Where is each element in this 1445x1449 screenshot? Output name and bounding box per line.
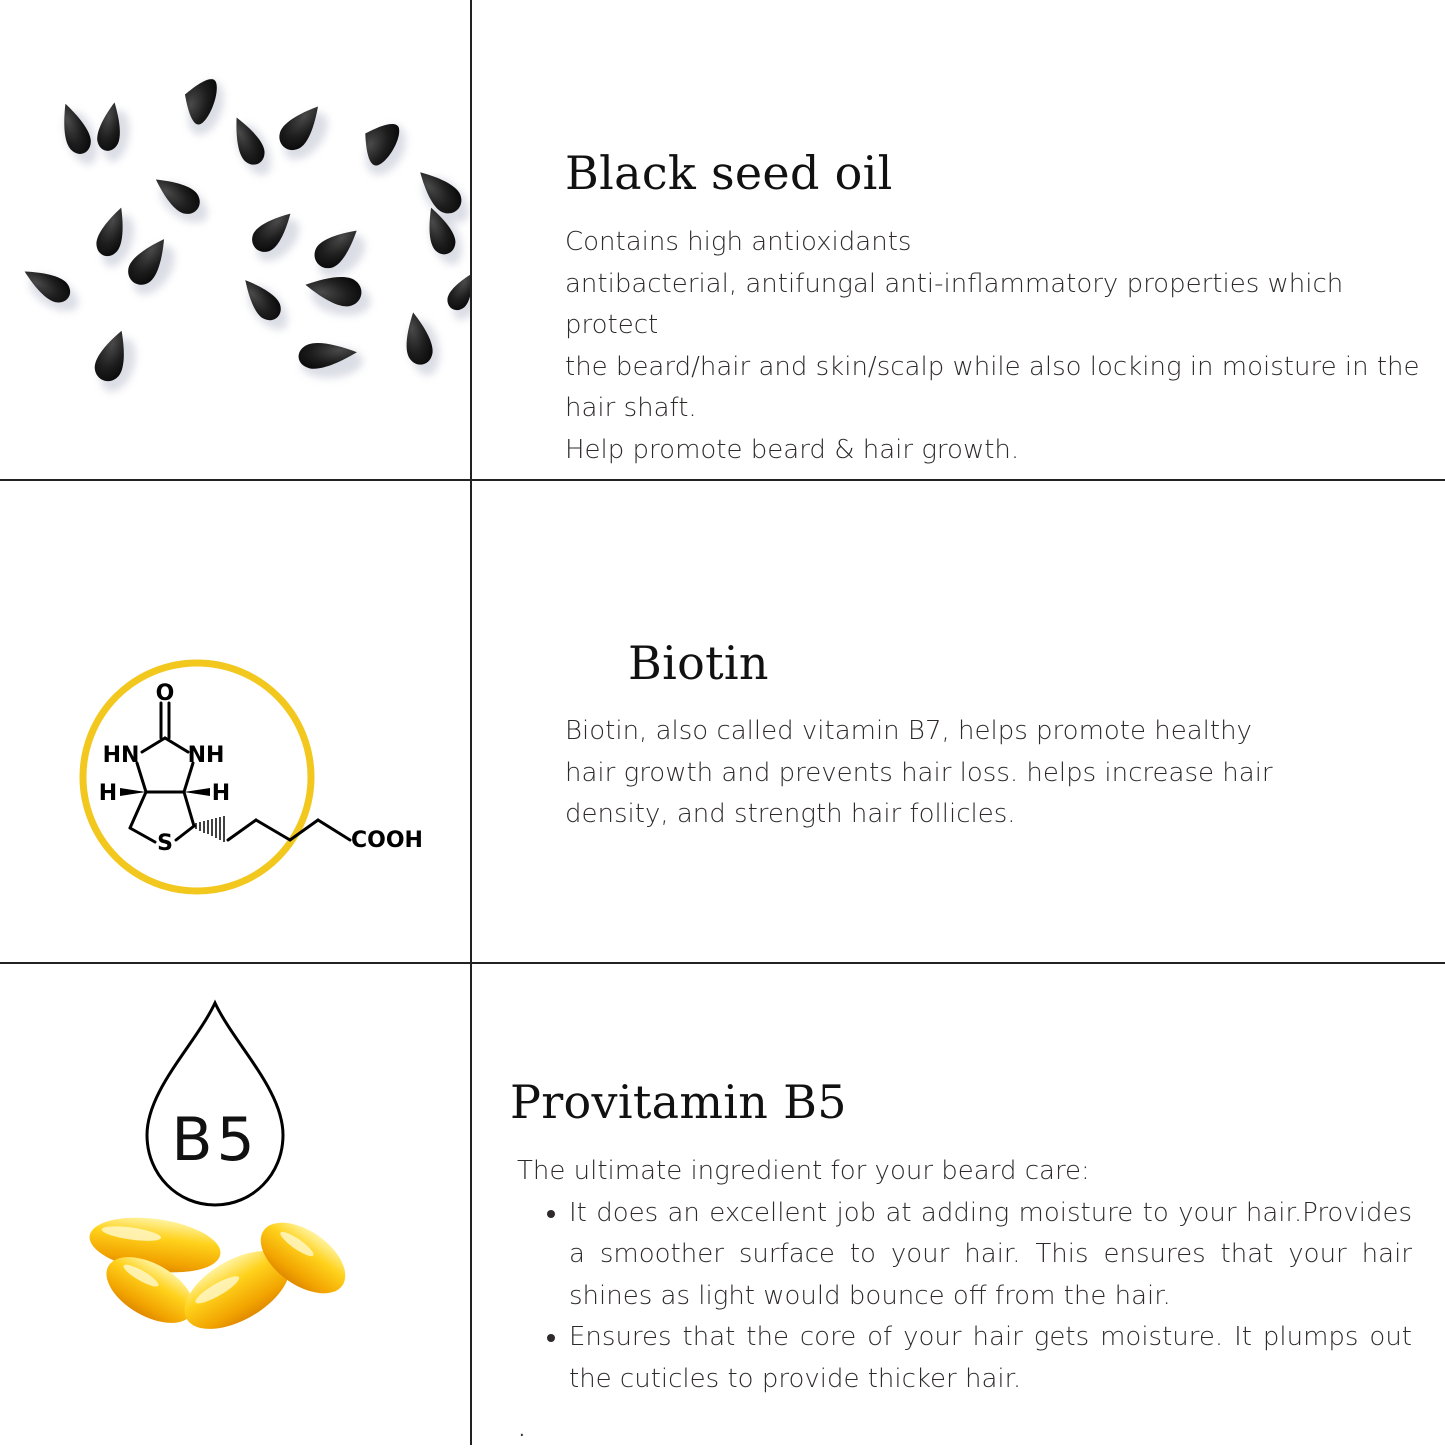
provitamin-b5-image [0,963,470,1445]
capsules [86,1208,358,1345]
h-left-label: H [98,781,118,806]
sulfur-label: S [157,831,173,856]
black-seed-oil-description [565,222,1440,471]
trailing-dot: . [519,1420,525,1441]
description-line: Help promote beard & hair growth. [565,434,1020,465]
nh-label: NH [187,743,225,768]
description-line: Contains high antioxidants [565,227,912,257]
list-item: • Ensures that the core of your hair gets moisture. It plumps out the cuticles to provide thicker hair. [569,1317,1412,1400]
b5-label: B5 [171,1105,259,1175]
description-line: antibacterial, antifungal anti-inflammatory properties which protect [565,268,1344,340]
black-seeds-icon [0,0,470,479]
section-title-black-seed-oil: Black seed oil [565,146,893,200]
section-title-provitamin-b5: Provitamin B5 [510,1075,847,1129]
description-line: density, and strength hair follicles. [565,799,1016,829]
description-line: Biotin, also called vitamin B7, helps promote healthy [565,716,1252,746]
column-divider [470,0,472,1445]
biotin-description [565,711,1440,836]
oxygen-label: O [155,681,175,706]
cooh-label: COOH [351,828,423,853]
yellow-circle [83,663,311,891]
provitamin-b5-description [517,1151,1412,1400]
benefits-list [517,1193,1412,1401]
black-seeds-image [0,0,470,479]
oil-capsules-icon [0,963,470,1445]
intro-text: The ultimate ingredient for your beard care: [517,1156,1090,1186]
description-line: hair shaft. [565,393,697,423]
h-right-label: H [211,781,231,806]
hn-label: HN [102,743,140,768]
description-line: hair growth and prevents hair loss. helps increase hair [565,757,1273,788]
biotin-molecule-image [0,480,470,962]
biotin-molecule-icon [0,480,470,962]
section-title-biotin: Biotin [628,636,769,690]
description-line: the beard/hair and skin/scalp while also locking in moisture in the [565,351,1420,382]
list-item: • It does an excellent job at adding moisture to your hair.Provides a smoother surface to your hair. This ensures that your hair shines as light would bounce off from the hair. [569,1193,1412,1318]
